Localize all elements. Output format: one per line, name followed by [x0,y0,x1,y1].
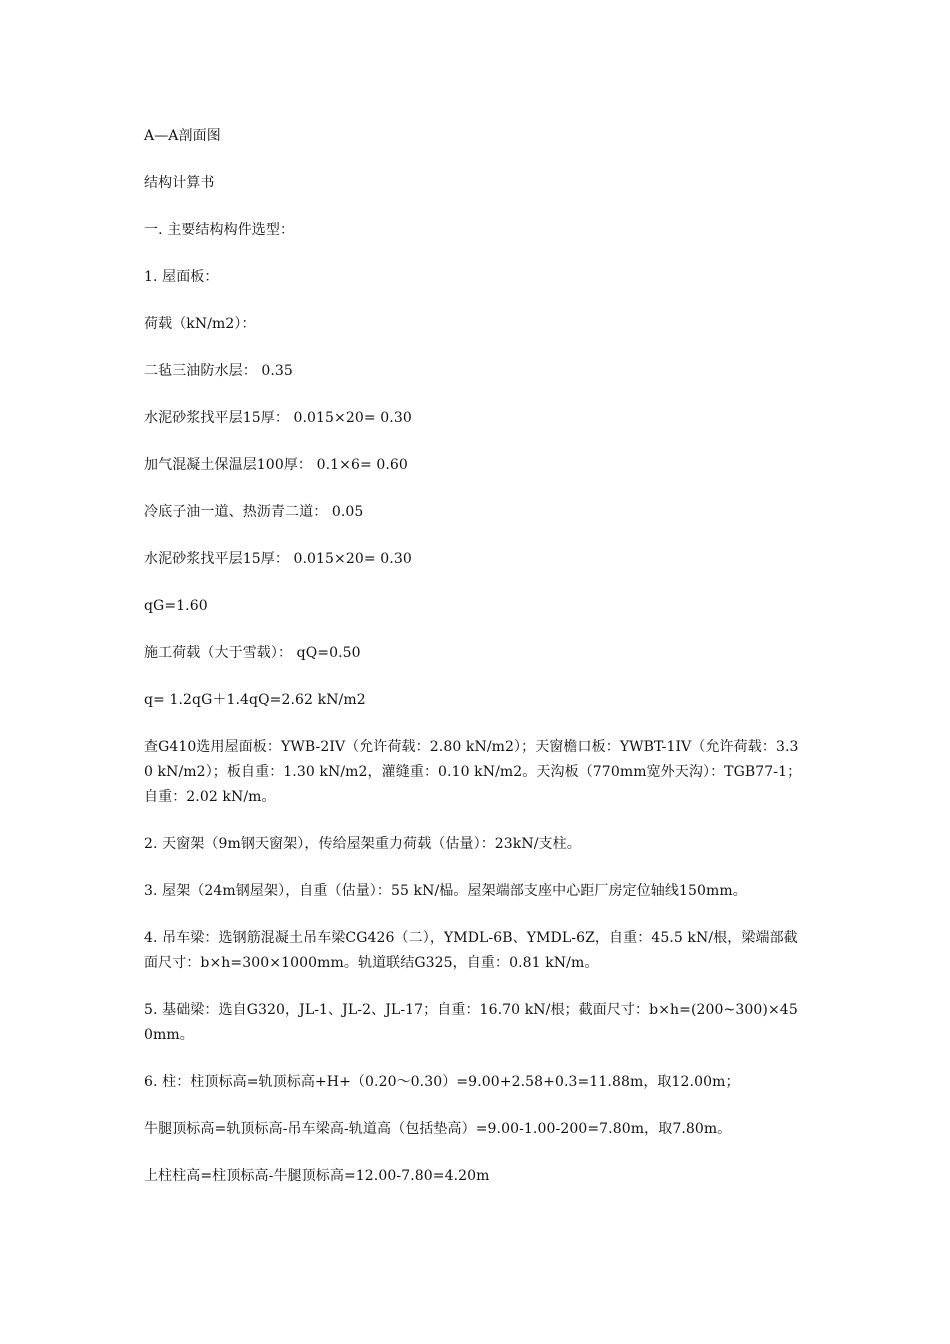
paragraph: 2. 天窗架（9m钢天窗架），传给屋架重力荷载（估量）：23kN/支柱。 [144,836,581,852]
subsection-heading: 1. 屋面板： [144,269,219,285]
paragraph: 上柱柱高=柱顶标高-牛腿顶标高=12.00-7.80=4.20m [144,1168,490,1184]
paragraph: q= 1.2qG＋1.4qQ=2.62 kN/m2 [144,692,366,708]
paragraph: 施工荷载（大于雪载）： qQ=0.50 [144,645,361,661]
section-heading-aa: A—A剖面图 [144,128,221,144]
paragraph: 5. 基础梁：选自G320，JL-1、JL-2、JL-17；自重：16.70 kN/根；截面尺寸：b×h=(200~300)×450mm。 [144,1002,798,1043]
paragraph: 6. 柱：柱顶标高=轨顶标高+H+（0.20～0.30）=9.00+2.58+0.3=11.88m，取12.00m； [144,1074,740,1090]
paragraph: 二毡三油防水层： 0.35 [144,363,293,379]
paragraph: 水泥砂浆找平层15厚： 0.015×20= 0.30 [144,410,412,426]
paragraph: 查G410选用屋面板：YWB-2IV（允许荷载：2.80 kN/m2）；天窗檐口板：YWBT-1IV（允许荷载：3.30 kN/m2）；板自重：1.30 kN/m2，灌缝重：0.10 kN/m2。天沟板（770mm宽外天沟）：TGB77-1；自重：2.02 kN/m。 [144,739,802,805]
paragraph: 4. 吊车梁：选钢筋混凝土吊车梁CG426（二），YMDL-6B、YMDL-6Z，自重：45.5 kN/根，梁端部截面尺寸：b×h=300×1000mm。轨道联结G325，自重：0.81 kN/m。 [144,930,798,971]
paragraph: 冷底子油一道、热沥青二道： 0.05 [144,504,364,520]
paragraph: 荷载（kN/m2）： [144,316,256,332]
paragraph: 加气混凝土保温层100厚： 0.1×6= 0.60 [144,457,408,473]
paragraph: 水泥砂浆找平层15厚： 0.015×20= 0.30 [144,551,412,567]
document-title: 结构计算书 [144,175,215,191]
paragraph: qG=1.60 [144,598,208,614]
section-heading: 一. 主要结构构件选型： [144,222,295,238]
paragraph: 牛腿顶标高=轨顶标高-吊车梁高-轨道高（包括垫高）=9.00-1.00-200=7.80m，取7.80m。 [144,1121,732,1137]
paragraph: 3. 屋架（24m钢屋架），自重（估量）：55 kN/榀。屋架端部支座中心距厂房定位轴线150mm。 [144,883,747,899]
document-body [144,124,804,1211]
